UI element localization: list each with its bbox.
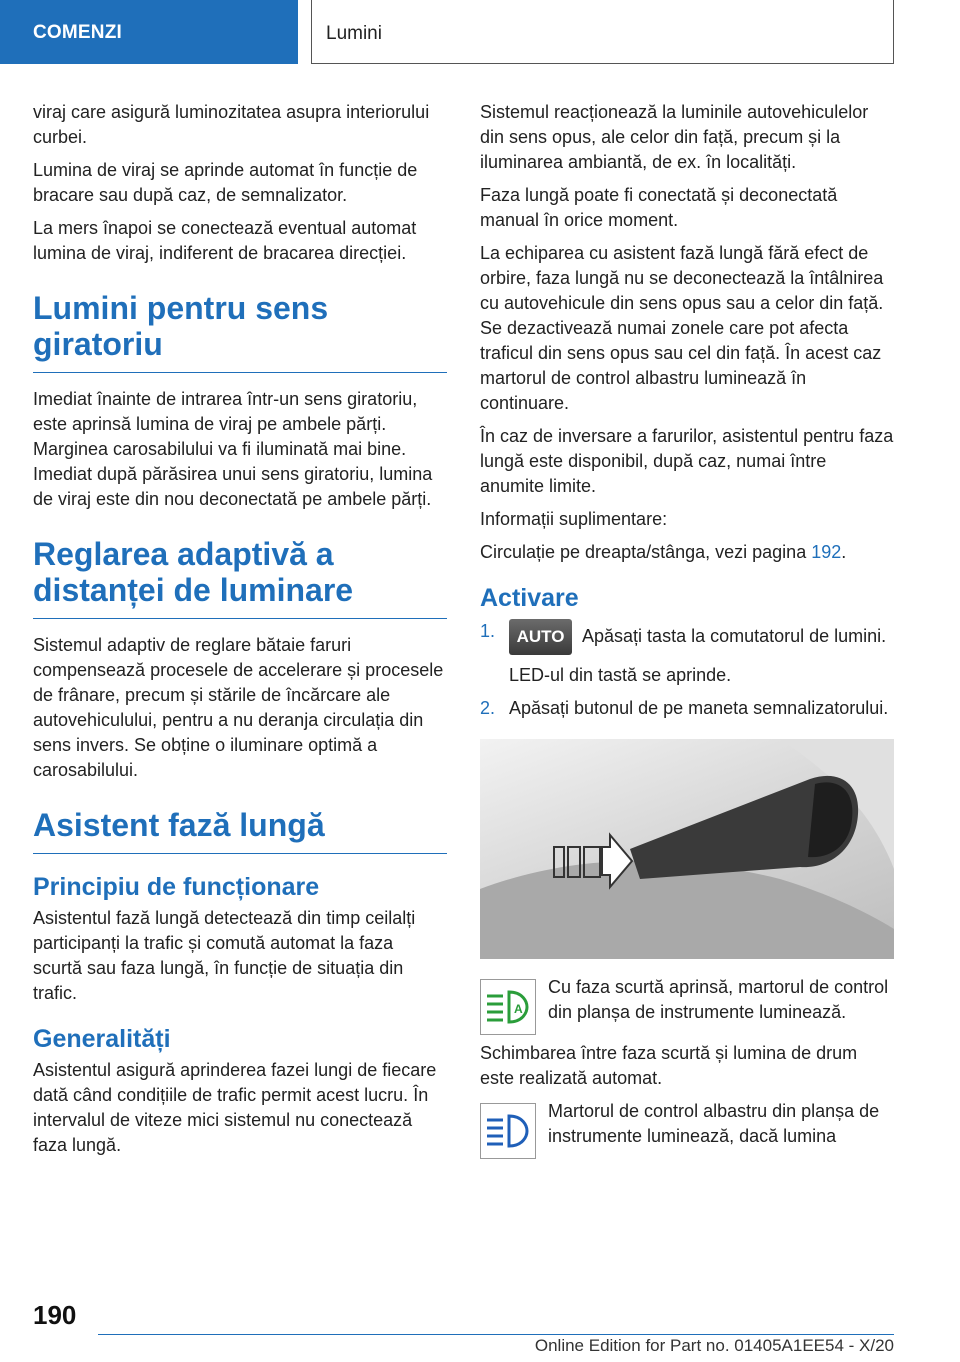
paragraph: Sistemul reacționează la luminile autovehiculelor din sens opus, ale celor din față, precum și la iluminarea ambiantă, de ex. în localități.	[480, 102, 869, 172]
heading-roundabout: Lumini pentru sens giratoriu	[33, 290, 329, 362]
indicator-text: Cu faza scurtă aprinsă, martorul de control din planșa de instrumente luminează.	[548, 977, 889, 1022]
paragraph: În caz de inversare a farurilor, asistentul pentru faza lungă este disponibil, după caz, numai între anumite limite.	[480, 426, 894, 496]
right-column	[480, 100, 894, 1165]
svg-text:A: A	[514, 1002, 523, 1016]
paragraph: viraj care asigură luminozitatea asupra interiorului curbei.	[33, 102, 430, 147]
paragraph-reference: Circulație pe dreapta/stânga, vezi pagina 192.	[480, 542, 847, 562]
paragraph: Informații suplimentare:	[480, 509, 668, 529]
auto-button-icon: AUTO	[509, 619, 572, 655]
paragraph: La mers înapoi se conectează eventual automat lumina de viraj, indiferent de bracarea direcției.	[33, 218, 417, 263]
paragraph: Sistemul adaptiv de reglare bătaie faruri compensează procesele de accelerare și procesele de frânare, precum și stările de încărcare ale autovehiculului, pentru a nu deranja circulația din sens invers. Se obține o iluminare optimă a carosabilului.	[33, 635, 444, 780]
step-number: 2.	[480, 698, 496, 718]
heading-rule	[33, 372, 447, 373]
chapter-title: Lumini	[326, 23, 382, 44]
turn-signal-lever-photo	[480, 739, 894, 959]
paragraph: Lumina de viraj se aprinde automat în funcție de bracare sau după caz, de semnalizator.	[33, 160, 418, 205]
footer-rule	[98, 1334, 894, 1335]
left-column	[33, 100, 447, 1166]
section-title: COMENZI	[33, 22, 123, 43]
heading-highbeam: Asistent fază lungă	[33, 807, 325, 843]
chapter-box	[311, 0, 894, 64]
step-list	[480, 619, 894, 721]
heading-adaptive: Reglarea adaptivă a distanței de luminare	[33, 536, 354, 608]
paragraph: Asistentul asigură aprinderea fazei lungi de fiecare dată când condițiile de trafic permit acest lucru. În intervalul de viteze mici sistemul nu conectează faza lungă.	[33, 1060, 437, 1155]
page-link[interactable]: 192	[811, 542, 842, 562]
low-beam-indicator-row	[480, 975, 894, 1033]
paragraph: Faza lungă poate fi conectată și deconectată manual în orice moment.	[480, 185, 838, 230]
step-1-sub	[480, 663, 894, 688]
lever-illustration	[480, 739, 894, 959]
paragraph: La echiparea cu asistent fază lungă fără efect de orbire, faza lungă nu se deconectează la întâlnirea cu autovehicule din sens opus sau a celor din față. Se dezactivează numai zonele care pot afecta traficul din sens opus sau cel din față. În acest caz martorul de control albastru luminează în continuare.	[480, 243, 884, 413]
paragraph: Asistentul fază lungă detectează din timp ceilalți participanți la trafic și comută automat la faza scurtă sau faza lungă, în funcție de situația din trafic.	[33, 908, 416, 1003]
high-beam-indicator-row	[480, 1099, 894, 1157]
heading-activation: Activare	[480, 584, 579, 612]
step-number: 1.	[480, 621, 496, 641]
page-number: 190	[33, 1300, 77, 1330]
heading-rule	[33, 853, 447, 854]
heading-general: Generalități	[33, 1025, 171, 1053]
step-subtext: LED-ul din tastă se aprinde.	[509, 665, 732, 685]
step-2	[480, 696, 894, 721]
high-beam-assistant-icon	[480, 979, 536, 1035]
heading-principle: Principiu de funcționare	[33, 873, 320, 901]
section-tab	[0, 0, 298, 64]
paragraph: Imediat înainte de intrarea într-un sens giratoriu, este aprinsă lumina de viraj pe ambele părți. Marginea carosabilului va fi iluminată mai bine. Imediat după părăsirea unui sens giratoriu, lumina de viraj este din nou deconectată pe ambele părți.	[33, 389, 433, 509]
step-1	[480, 619, 894, 655]
heading-rule	[33, 618, 447, 619]
indicator-text: Martorul de control albastru din planșa de instrumente luminează, dacă lumina	[548, 1101, 880, 1146]
paragraph: Schimbarea între faza scurtă și lumina de drum este realizată automat.	[480, 1043, 858, 1088]
edition-info: Online Edition for Part no. 01405A1EE54 - X/20	[534, 1336, 894, 1355]
step-text: Apăsați butonul de pe maneta semnalizatorului.	[509, 698, 889, 718]
high-beam-icon	[480, 1103, 536, 1159]
step-text: Apăsați tasta la comutatorul de lumini.	[582, 625, 887, 646]
